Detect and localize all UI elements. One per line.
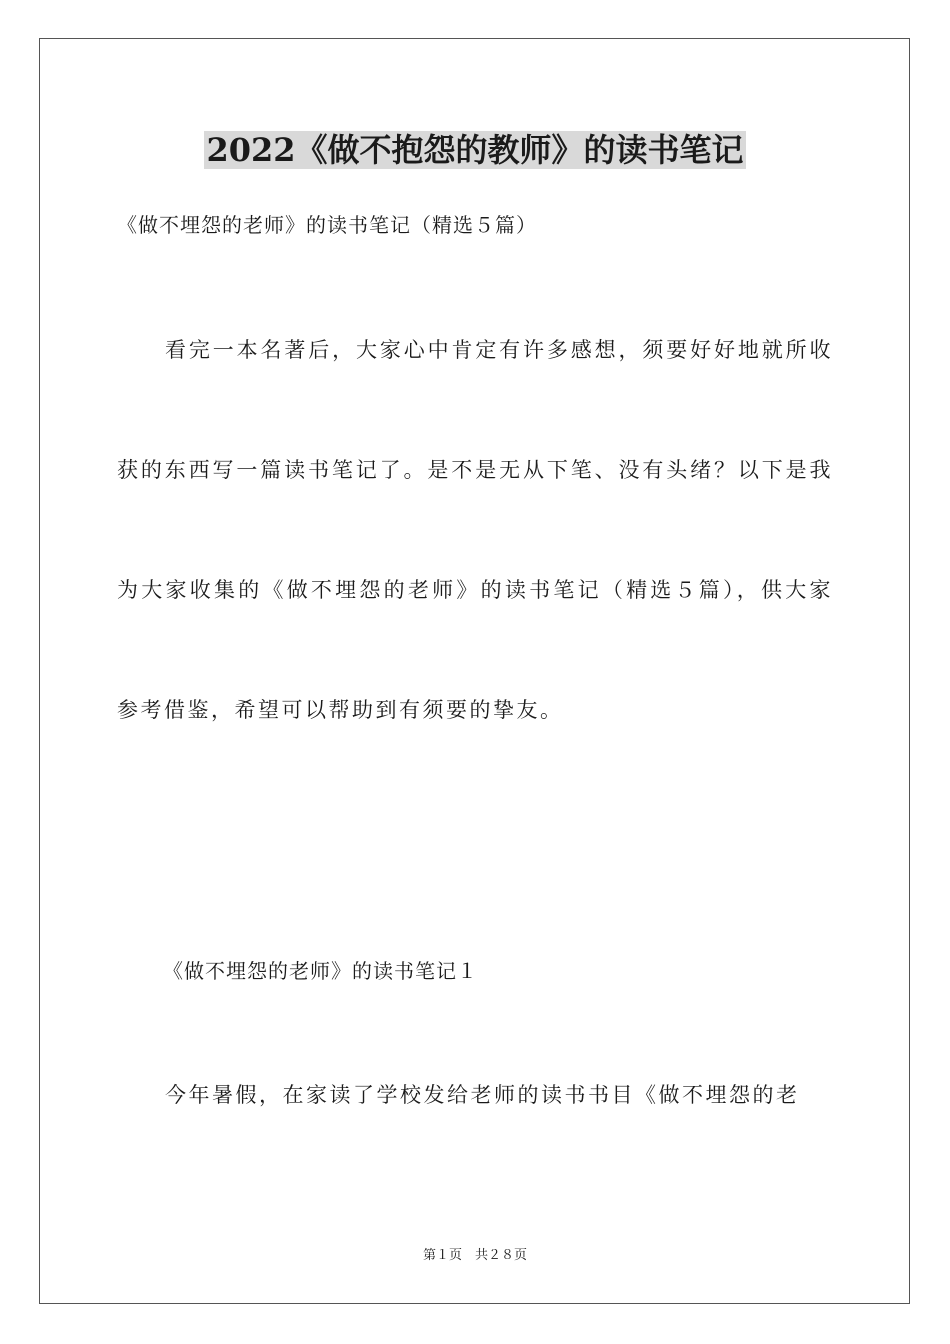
intro-paragraph: 看完一本名著后，大家心中肯定有许多感想，须要好好地就所收获的东西写一篇读书笔记了。是不是无从下笔、没有头绪？以下是我为大家收集的《做不埋怨的老师》的读书笔记（精选５篇），供大家参考借鉴，希望可以帮助到有须要的挚友。 (117, 338, 833, 722)
document-title (0, 128, 950, 172)
document-subtitle: 《做不埋怨的老师》的读书笔记（精选５篇） (117, 213, 537, 237)
section-paragraph: 今年暑假，在家读了学校发给老师的读书书目《做不埋怨的老 (165, 1083, 800, 1107)
document-title-text: 2022《做不抱怨的教师》的读书笔记 (206, 131, 744, 169)
section-heading: 《做不埋怨的老师》的读书笔记１ (163, 959, 478, 983)
page-footer: 第１页 共２８页 (422, 1248, 527, 1263)
